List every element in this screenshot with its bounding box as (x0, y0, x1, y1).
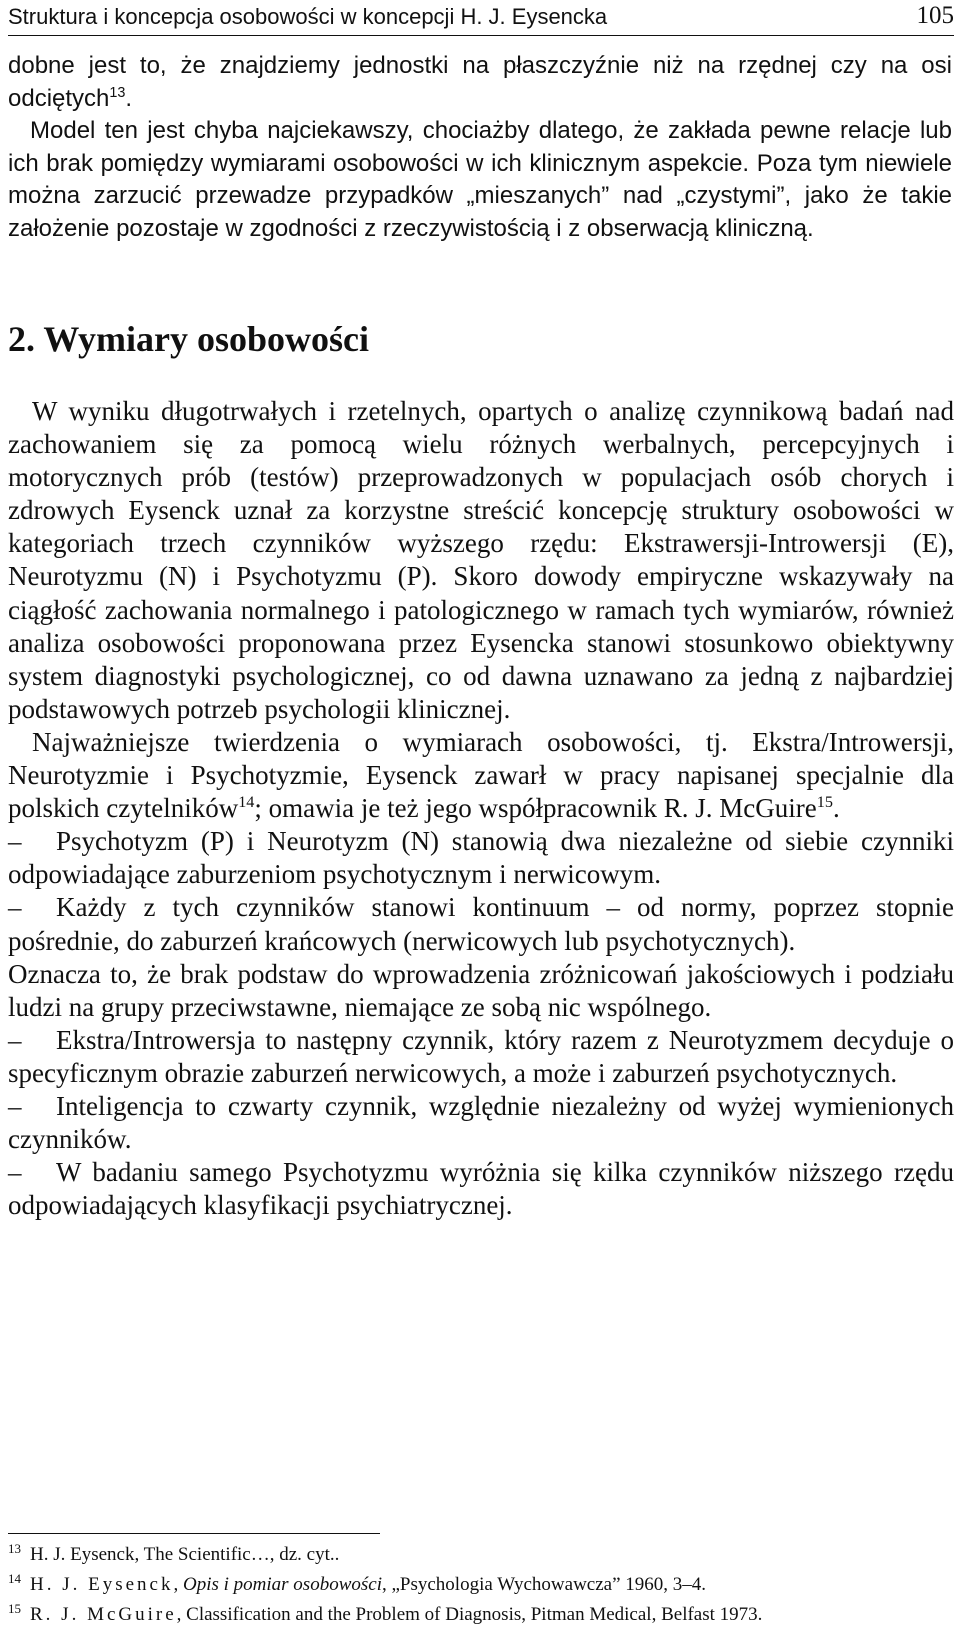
intro-paragraph-1: dobne jest to, że znajdziemy jednostki na płaszczyźnie niż na rzędnej czy na osi odciętych$^{13}$. (8, 52, 952, 112)
footnote-15 (8, 1600, 952, 1630)
footnote-author: H. J. Eysenck (30, 1574, 174, 1595)
footnote-text: , „Psychologia Wychowawcza” 1960, 3–4. (381, 1574, 707, 1595)
footnote-text: , The Scientific…, dz. cyt.. (134, 1544, 340, 1565)
footnote-author: H. J. Eysenck (30, 1544, 135, 1565)
intro-text (8, 50, 952, 245)
footnote-13 (8, 1540, 952, 1570)
footnote-number: 15 (8, 1601, 21, 1616)
footnote-ref-15[interactable]: 15 (816, 793, 833, 812)
dash-bullet: – (8, 826, 22, 857)
page-number: 105 (916, 2, 954, 29)
list-item-continuation: Oznacza to, że brak podstaw do wprowadzenia zróżnicowań jakościowych i podziału ludzi na grupy przeciwstawne, niemające ze sobą nic wspólnego. (8, 958, 954, 1022)
dash-bullet: – (8, 1157, 22, 1188)
list-item: – Każdy z tych czynników stanowi kontinuum – od normy, poprzez stopnie pośrednie, do zaburzeń krańcowych (nerwicowych lub psychotycznych). (8, 892, 954, 956)
body-paragraph-1: W wyniku długotrwałych i rzetelnych, opartych o analizę czynnikową badań nad zachowaniem się za pomocą wielu różnych werbalnych, percepcyjnych i motorycznych prób (testów) przeprowadzonych w populacjach osób chorych i zdrowych Eysenck uznał za korzystne streścić koncepcję struktury osobowości w kategoriach trzech czynników wyższego rzędu: Ekstrawersji-Introwersji (E), Neurotyzmu (N) i Psychotyzmu (P). Skoro dowody empiryczne wskazywały na ciągłość zachowania normalnego i patologicznego w ramach tych wymiarów, również analiza osobowości proponowana przez Eysencka stanowi stosunkowo obiektywny system diagnostyki psychologicznej, co od dawna uznawano za jedną z najbardziej podstawowych potrzeb psychologii klinicznej. (8, 396, 954, 724)
footnote-title: Opis i pomiar osobowości (182, 1574, 382, 1595)
footnote-rule (8, 1533, 380, 1534)
section-title: 2. Wymiary osobowości (8, 319, 370, 359)
body-text (8, 395, 954, 1222)
dash-bullet: – (8, 892, 22, 923)
footnote-number: 14 (8, 1571, 21, 1586)
list-item: – Psychotyzm (P) i Neurotyzm (N) stanowią dwa niezależne od siebie czynniki odpowiadające zaburzeniom psychotycznym i nerwicowym. (8, 826, 954, 890)
running-head-title: Struktura i koncepcja osobowości w koncepcji H. J. Eysencka (8, 4, 608, 29)
intro-paragraph-2: Model ten jest chyba najciekawszy, chociażby dlatego, że zakłada pewne relacje lub ich brak pomiędzy wymiarami osobowości w ich klinicznym aspekcie. Poza tym niewiele można zarzucić przewadze przypadków „mieszanych” nad „czystymi”, jako że takie założenie pozostaje w zgodności z rzeczywistością i z obserwacją kliniczną. (8, 117, 952, 242)
footnote-number: 13 (8, 1541, 21, 1556)
header-rule (8, 35, 954, 36)
footnote-text: , Classification and the Problem of Diagnosis, Pitman Medical, Belfast 1973. (176, 1604, 763, 1625)
list-item: – W badaniu samego Psychotyzmu wyróżnia się kilka czynników niższego rzędu odpowiadających klasyfikacji psychiatrycznej. (8, 1157, 954, 1221)
list-item: – Inteligencja to czwarty czynnik, względnie niezależny od wyżej wymienionych czynników. (8, 1090, 954, 1155)
footnote-ref-14[interactable]: 14 (238, 793, 255, 812)
footnote-14: 14 H. J. Eysenck, Opis i pomiar osobowości, „Psychologia Wychowawcza” 1960, 3–4. (8, 1570, 952, 1600)
footnote-ref-13[interactable]: 13 (109, 84, 126, 101)
footnotes (8, 1540, 952, 1630)
running-head (8, 2, 954, 32)
list-item: – Ekstra/Introwersja to następny czynnik, który razem z Neurotyzmem decyduje o specyficznym obrazie zaburzeń nerwicowych, a może i zaburzeń psychotycznych. (8, 1024, 954, 1088)
footnote-author: R. J. McGuire (30, 1604, 177, 1625)
dash-bullet: – (8, 1090, 22, 1121)
dash-bullet: – (8, 1024, 22, 1055)
body-paragraph-2: Najważniejsze twierdzenia o wymiarach osobowości, tj. Ekstra/Introwersji, Neurotyzmie i Psychotyzmie, Eysenck zawarł w pracy napisanej specjalnie dla polskich czytelników$^{14}$; omawia je też jego współpracownik R. J. McGuire$^{15}$. (8, 726, 954, 824)
